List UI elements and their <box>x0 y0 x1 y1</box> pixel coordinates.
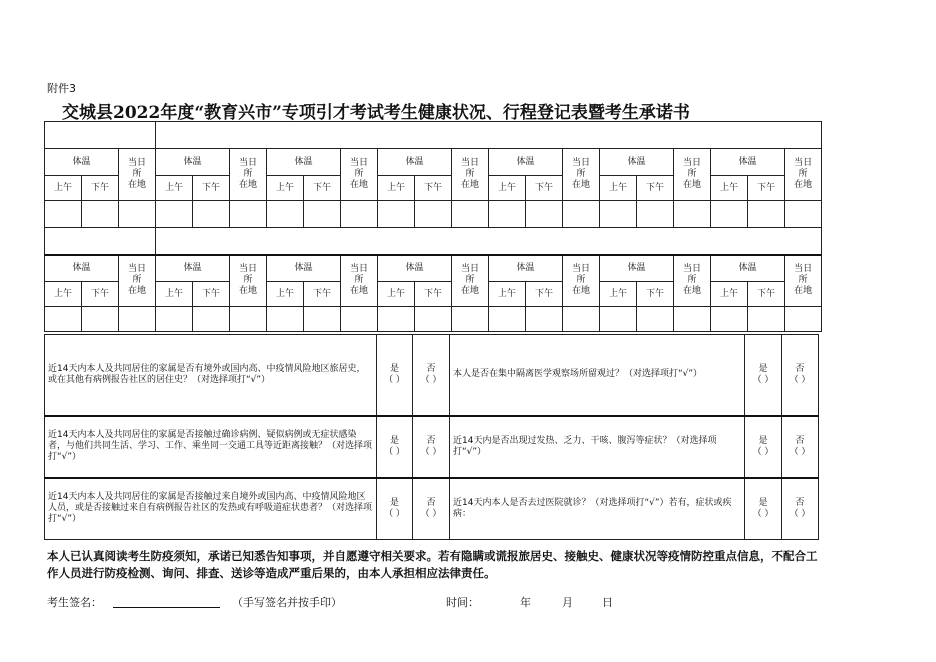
location-header-line: 当日 <box>683 158 702 168</box>
temperature-header: 体温 <box>711 255 785 282</box>
no-label: 否 <box>795 497 805 508</box>
morning-header: 上午 <box>156 282 193 307</box>
yes-paren: （ ） <box>752 446 774 457</box>
question-row <box>45 335 819 416</box>
no-label: 否 <box>795 435 805 446</box>
morning-header: 上午 <box>600 282 637 307</box>
no-paren: （ ） <box>789 508 811 519</box>
no-option[interactable] <box>782 416 819 478</box>
data-cell[interactable] <box>193 307 230 332</box>
morning-header: 上午 <box>711 176 748 201</box>
afternoon-header: 下午 <box>415 176 452 201</box>
yes-paren: （ ） <box>384 446 405 457</box>
data-cell[interactable] <box>452 201 489 228</box>
yes-paren: （ ） <box>384 374 405 385</box>
location-header-line: 在地 <box>572 180 591 190</box>
question-row <box>45 478 819 540</box>
location-header-line: 在地 <box>794 286 813 297</box>
question-left-text <box>45 335 377 416</box>
pledge-text: 本人已认真阅读考生防疫须知，承诺已知悉告知事项，并自愿遵守相关要求。若有隐瞒或谎报旅居史、接触史、健康状况等疫情防控重点信息，不配合工作人员进行防疫检测、询问、排查、送诊等造成严重后果的，由本人承担相应法律责任。 <box>47 549 818 580</box>
location-header-line: 在地 <box>350 286 369 297</box>
data-cell[interactable] <box>415 201 452 228</box>
data-cell[interactable] <box>378 307 415 332</box>
location-header <box>785 149 822 201</box>
temperature-header: 体温 <box>489 255 563 282</box>
morning-header: 上午 <box>489 282 526 307</box>
table-row <box>45 307 822 332</box>
signature-label: 考生签名： <box>47 596 102 609</box>
yes-paren: （ ） <box>384 508 405 519</box>
table-row <box>45 122 822 149</box>
data-cell[interactable] <box>563 307 600 332</box>
location-header-line: 所 <box>354 169 364 179</box>
no-paren: （ ） <box>789 446 811 457</box>
morning-header: 上午 <box>378 176 415 201</box>
morning-header: 上午 <box>711 282 748 307</box>
location-header-line: 所 <box>576 169 586 179</box>
temperature-header: 体温 <box>378 255 452 282</box>
morning-header: 上午 <box>378 282 415 307</box>
location-header-line: 在地 <box>128 286 147 297</box>
form-title: 交城县2022年度“教育兴市”专项引才考试考生健康状况、行程登记表暨考生承诺书 <box>62 103 690 123</box>
question-right-label: 近14天内是否出现过发热、乏力、干咳、腹泻等症状？（对选择项打“√”） <box>453 435 717 457</box>
afternoon-header: 下午 <box>526 282 563 307</box>
no-option[interactable] <box>413 335 450 416</box>
afternoon-header: 下午 <box>637 282 674 307</box>
yes-option[interactable] <box>745 416 782 478</box>
yes-label: 是 <box>389 497 399 508</box>
location-header-line: 所 <box>243 275 253 286</box>
location-header-line: 所 <box>132 169 142 179</box>
no-option[interactable] <box>782 478 819 540</box>
data-cell[interactable] <box>119 307 156 332</box>
location-header-line: 当日 <box>350 158 369 168</box>
location-header-line: 当日 <box>683 264 702 275</box>
morning-header: 上午 <box>267 176 304 201</box>
location-header-line: 当日 <box>128 264 147 275</box>
afternoon-header: 下午 <box>415 282 452 307</box>
data-cell[interactable] <box>711 307 748 332</box>
location-header-line: 当日 <box>461 264 480 275</box>
question-right-text <box>450 416 745 478</box>
location-header <box>119 149 156 201</box>
location-header <box>785 255 822 307</box>
location-header-line: 在地 <box>350 180 369 190</box>
afternoon-header: 下午 <box>304 282 341 307</box>
location-header-line: 在地 <box>461 180 480 190</box>
location-header <box>230 149 267 201</box>
location-header-line: 当日 <box>572 158 591 168</box>
afternoon-header: 下午 <box>748 282 785 307</box>
location-header <box>563 149 600 201</box>
no-label: 否 <box>426 497 436 508</box>
temperature-header: 体温 <box>45 255 119 282</box>
location-header-line: 当日 <box>350 264 369 275</box>
temperature-header: 体温 <box>267 255 341 282</box>
location-header-line: 在地 <box>239 180 258 190</box>
location-header-line: 当日 <box>794 264 813 275</box>
data-cell[interactable] <box>341 201 378 228</box>
location-header <box>563 255 600 307</box>
morning-header: 上午 <box>267 282 304 307</box>
data-cell[interactable] <box>45 201 82 228</box>
data-cell[interactable] <box>156 307 193 332</box>
data-cell[interactable] <box>378 201 415 228</box>
afternoon-header: 下午 <box>193 282 230 307</box>
data-cell[interactable] <box>600 307 637 332</box>
location-header-line: 当日 <box>239 264 258 275</box>
time-day: 日 <box>602 596 613 609</box>
data-cell[interactable] <box>748 201 785 228</box>
location-header-line: 所 <box>576 275 586 286</box>
afternoon-header: 下午 <box>748 176 785 201</box>
data-cell[interactable] <box>415 307 452 332</box>
data-cell[interactable] <box>600 201 637 228</box>
location-header-line: 所 <box>132 275 142 286</box>
location-header <box>674 149 711 201</box>
data-cell[interactable] <box>489 201 526 228</box>
blank-cell <box>156 122 822 149</box>
data-cell[interactable] <box>304 307 341 332</box>
temperature-header: 体温 <box>378 149 452 176</box>
no-label: 否 <box>426 363 436 374</box>
yes-option[interactable] <box>745 478 782 540</box>
afternoon-header: 下午 <box>82 176 119 201</box>
time-month: 月 <box>562 596 573 609</box>
temperature-header: 体温 <box>156 255 230 282</box>
temperature-header: 体温 <box>489 149 563 176</box>
location-header-line: 在地 <box>794 180 813 190</box>
time-year: 年 <box>520 596 531 609</box>
temperature-header: 体温 <box>267 149 341 176</box>
data-cell[interactable] <box>267 201 304 228</box>
data-cell[interactable] <box>193 201 230 228</box>
no-option[interactable] <box>782 335 819 416</box>
yes-paren: （ ） <box>752 508 774 519</box>
yes-option[interactable] <box>377 335 413 416</box>
location-header <box>119 255 156 307</box>
afternoon-header: 下午 <box>304 176 341 201</box>
data-cell[interactable] <box>637 307 674 332</box>
location-header-line: 当日 <box>239 158 258 168</box>
location-header-line: 在地 <box>461 286 480 297</box>
temperature-header: 体温 <box>600 149 674 176</box>
location-header <box>452 149 489 201</box>
morning-header: 上午 <box>600 176 637 201</box>
data-cell[interactable] <box>785 307 822 332</box>
no-label: 否 <box>795 363 805 374</box>
data-cell[interactable] <box>563 201 600 228</box>
morning-header: 上午 <box>45 282 82 307</box>
temperature-header: 体温 <box>600 255 674 282</box>
location-header-line: 在地 <box>683 180 702 190</box>
yes-label: 是 <box>758 363 768 374</box>
yes-label: 是 <box>389 435 399 446</box>
data-cell[interactable] <box>82 201 119 228</box>
data-cell[interactable] <box>341 307 378 332</box>
question-right-text <box>450 478 745 540</box>
location-header-line: 在地 <box>572 286 591 297</box>
yes-option[interactable] <box>377 416 413 478</box>
location-header-line: 当日 <box>572 264 591 275</box>
afternoon-header: 下午 <box>526 176 563 201</box>
temperature-header: 体温 <box>156 149 230 176</box>
question-left-text <box>45 478 377 540</box>
data-cell[interactable] <box>674 201 711 228</box>
data-cell[interactable] <box>711 201 748 228</box>
afternoon-header: 下午 <box>193 176 230 201</box>
question-right-text <box>450 335 745 416</box>
data-cell[interactable] <box>489 307 526 332</box>
temperature-header: 体温 <box>45 149 119 176</box>
location-header-line: 所 <box>354 275 364 286</box>
signature-field[interactable] <box>113 607 220 608</box>
yes-option[interactable] <box>745 335 782 416</box>
location-header-line: 当日 <box>461 158 480 168</box>
no-paren: （ ） <box>789 374 811 385</box>
data-cell[interactable] <box>748 307 785 332</box>
morning-header: 上午 <box>489 176 526 201</box>
morning-header: 上午 <box>156 176 193 201</box>
location-header-line: 在地 <box>239 286 258 297</box>
location-header-line: 在地 <box>128 180 147 190</box>
attachment-label: 附件3 <box>47 82 76 95</box>
data-cell[interactable] <box>304 201 341 228</box>
data-cell[interactable] <box>526 201 563 228</box>
location-header-line: 当日 <box>128 158 147 168</box>
data-cell[interactable] <box>230 201 267 228</box>
location-header-line: 在地 <box>683 286 702 297</box>
location-header <box>452 255 489 307</box>
yes-label: 是 <box>389 363 399 374</box>
question-left-label: 近14天内本人及共同居住的家属是否接触过来自境外或国内高、中疫情风险地区人员，或是否接触过来自有病例报告社区的发热或有呼吸道症状患者？（对选择项打“√”） <box>48 492 373 525</box>
blank-cell <box>156 228 822 255</box>
data-cell[interactable] <box>785 201 822 228</box>
time-label: 时间： <box>446 596 479 609</box>
no-paren: （ ） <box>420 446 442 457</box>
data-cell[interactable] <box>674 307 711 332</box>
location-header <box>230 255 267 307</box>
location-header-line: 所 <box>465 275 475 286</box>
no-label: 否 <box>426 435 436 446</box>
location-header-line: 当日 <box>794 158 813 168</box>
afternoon-header: 下午 <box>637 176 674 201</box>
table-row <box>45 228 822 255</box>
data-cell[interactable] <box>230 307 267 332</box>
no-paren: （ ） <box>420 508 442 519</box>
location-header <box>341 149 378 201</box>
location-header <box>674 255 711 307</box>
no-option[interactable] <box>413 478 450 540</box>
questions-area <box>44 334 818 540</box>
temperature-grid <box>44 121 818 332</box>
table-row <box>45 255 822 282</box>
table-row <box>45 149 822 176</box>
data-cell[interactable] <box>526 307 563 332</box>
location-header-line: 所 <box>687 169 697 179</box>
location-header <box>341 255 378 307</box>
location-header-line: 所 <box>798 275 808 286</box>
data-cell[interactable] <box>156 201 193 228</box>
question-left-label: 近14天内本人及共同居住的家属是否接触过确诊病例、疑似病例或无症状感染者，与他们共同生活、学习、工作、乘坐同一交通工具等近距离接触？（对选择项打“√”） <box>48 430 373 462</box>
no-paren: （ ） <box>420 374 442 385</box>
no-option[interactable] <box>413 416 450 478</box>
data-cell[interactable] <box>45 307 82 332</box>
blank-cell <box>45 122 156 149</box>
data-cell[interactable] <box>82 307 119 332</box>
table-row <box>45 201 822 228</box>
yes-option[interactable] <box>377 478 413 540</box>
afternoon-header: 下午 <box>82 282 119 307</box>
yes-label: 是 <box>758 497 768 508</box>
location-header-line: 所 <box>687 275 697 286</box>
blank-cell <box>45 228 156 255</box>
yes-paren: （ ） <box>752 374 774 385</box>
data-cell[interactable] <box>452 307 489 332</box>
temperature-header: 体温 <box>711 149 785 176</box>
signature-hint: （手写签名并按手印） <box>232 596 342 609</box>
yes-label: 是 <box>758 435 768 446</box>
morning-header: 上午 <box>45 176 82 201</box>
question-right-label: 近14天内本人是否去过医院就诊？（对选择项打“√”）若有，症状或疾病： <box>453 497 732 519</box>
question-row <box>45 416 819 478</box>
data-cell[interactable] <box>119 201 156 228</box>
location-header-line: 所 <box>798 169 808 179</box>
question-right-label: 本人是否在集中隔离医学观察场所留观过？（对选择项打“√”） <box>453 369 703 380</box>
data-cell[interactable] <box>637 201 674 228</box>
question-left-label: 近14天内本人及共同居住的家属是否有境外或国内高、中疫情风险地区旅居史，或在其他有病例报告社区的居住史？（对选择项打“√”） <box>48 363 366 385</box>
question-left-text <box>45 416 377 478</box>
data-cell[interactable] <box>267 307 304 332</box>
location-header-line: 所 <box>243 169 253 179</box>
location-header-line: 所 <box>465 169 475 179</box>
